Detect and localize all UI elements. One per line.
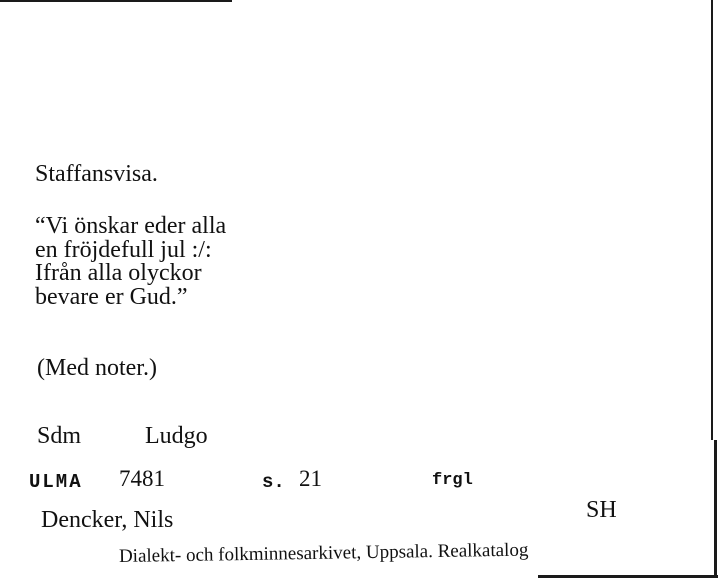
card-title: Staffansvisa. <box>35 161 158 187</box>
verse-line: bevare er Gud.” <box>35 283 188 310</box>
archive-footer: Dialekt- och folkminnesarkivet, Uppsala. Realkatalog <box>118 539 529 567</box>
scan-edge-right <box>711 0 713 440</box>
province-code: Sdm <box>37 423 82 449</box>
page-label: s. <box>262 471 285 493</box>
archive-label: ULMA <box>29 471 83 493</box>
verse-line: en fröjdefull jul :/: <box>35 236 212 263</box>
parish-name: Ludgo <box>145 423 208 449</box>
type-code: frgl <box>432 471 473 490</box>
recorder-name: Dencker, Nils <box>41 507 174 533</box>
verse-text <box>35 215 226 309</box>
scan-edge-right-lower <box>714 440 717 578</box>
music-note-remark: (Med noter.) <box>37 355 157 381</box>
verse-line: “Vi önskar eder alla <box>35 213 227 239</box>
cataloger-initials: SH <box>586 497 617 523</box>
archive-number: 7481 <box>119 466 165 491</box>
page-number: 21 <box>299 466 322 491</box>
scan-edge-top <box>0 0 232 2</box>
verse-line: Ifrån alla olyckor <box>35 260 202 286</box>
